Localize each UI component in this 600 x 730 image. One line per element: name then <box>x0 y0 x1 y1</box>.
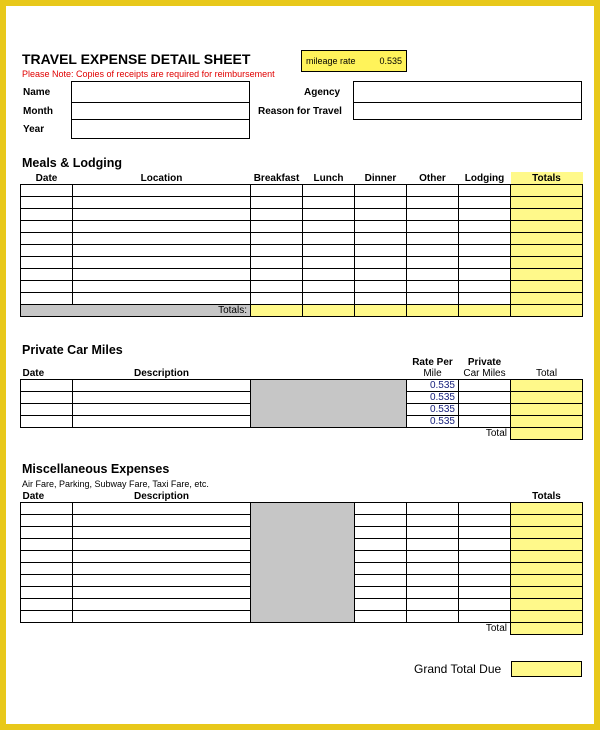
meals-cell[interactable] <box>303 268 355 280</box>
misc-h-blank <box>251 490 355 502</box>
car-header-row <box>21 357 583 380</box>
misc-cell[interactable] <box>407 598 459 610</box>
car-total-cell[interactable] <box>511 392 583 404</box>
meals-h-breakfast: Breakfast <box>251 172 303 184</box>
meals-cell[interactable] <box>73 244 251 256</box>
meals-cell[interactable] <box>459 280 511 292</box>
misc-table <box>20 490 583 635</box>
car-miles-cell[interactable] <box>459 416 511 428</box>
meals-cell[interactable] <box>407 292 459 304</box>
car-miles-cell[interactable] <box>459 404 511 416</box>
meals-cell[interactable] <box>251 208 303 220</box>
meals-totals-row <box>21 304 583 316</box>
agency-field[interactable] <box>353 81 582 103</box>
misc-cell[interactable] <box>459 502 511 514</box>
meals-cell[interactable] <box>21 292 73 304</box>
name-field[interactable] <box>71 81 250 103</box>
name-label: Name <box>23 87 51 98</box>
meals-cell[interactable] <box>251 280 303 292</box>
car-rate-cell: 0.535 <box>407 404 459 416</box>
meals-total-cell[interactable] <box>303 304 355 316</box>
misc-cell[interactable] <box>73 550 251 562</box>
car-total-cell[interactable] <box>511 380 583 392</box>
meals-cell[interactable] <box>73 220 251 232</box>
meals-rows <box>21 184 583 304</box>
meals-h-other: Other <box>407 172 459 184</box>
car-miles-cell[interactable] <box>459 380 511 392</box>
misc-cell[interactable] <box>407 550 459 562</box>
meals-cell[interactable] <box>355 268 407 280</box>
meals-row <box>21 208 583 220</box>
misc-cell[interactable] <box>73 610 251 622</box>
meals-row <box>21 256 583 268</box>
misc-row-total-cell[interactable] <box>511 586 583 598</box>
misc-cell[interactable] <box>407 562 459 574</box>
misc-cell[interactable] <box>21 586 73 598</box>
meals-cell[interactable] <box>21 232 73 244</box>
misc-cell[interactable] <box>21 514 73 526</box>
meals-cell[interactable] <box>459 196 511 208</box>
misc-cell[interactable] <box>459 574 511 586</box>
misc-cell[interactable] <box>407 586 459 598</box>
year-field[interactable] <box>71 119 250 139</box>
car-miles-cell[interactable] <box>459 392 511 404</box>
meals-row-total-cell[interactable] <box>511 280 583 292</box>
misc-row-total-cell[interactable] <box>511 502 583 514</box>
meals-cell[interactable] <box>459 208 511 220</box>
meals-cell[interactable] <box>459 292 511 304</box>
car-total-label: Total <box>485 428 507 440</box>
meals-cell[interactable] <box>21 220 73 232</box>
misc-row-total-cell[interactable] <box>511 550 583 562</box>
meals-cell[interactable] <box>251 244 303 256</box>
meals-cell[interactable] <box>303 256 355 268</box>
mileage-rate-value: 0.535 <box>379 56 402 66</box>
misc-cell[interactable] <box>459 610 511 622</box>
meals-total-cell[interactable] <box>355 304 407 316</box>
meals-cell[interactable] <box>73 256 251 268</box>
misc-h-blank <box>407 490 459 502</box>
meals-cell[interactable] <box>303 196 355 208</box>
meals-cell[interactable] <box>303 184 355 196</box>
car-h-rate <box>407 357 459 380</box>
meals-total-cell[interactable] <box>459 304 511 316</box>
misc-cell[interactable] <box>73 574 251 586</box>
meals-cell[interactable] <box>303 280 355 292</box>
misc-row-total-cell[interactable] <box>511 562 583 574</box>
meals-cell[interactable] <box>355 256 407 268</box>
car-row <box>21 380 583 392</box>
misc-cell[interactable] <box>355 562 407 574</box>
car-desc-cell[interactable] <box>73 392 251 404</box>
misc-cell[interactable] <box>355 526 407 538</box>
meals-row-total-cell[interactable] <box>511 208 583 220</box>
meals-total-cell[interactable] <box>511 304 583 316</box>
car-gray-block <box>251 380 407 428</box>
misc-cell[interactable] <box>73 562 251 574</box>
meals-cell[interactable] <box>355 208 407 220</box>
meals-cell[interactable] <box>21 280 73 292</box>
expense-sheet <box>6 6 594 724</box>
car-total-cell[interactable] <box>511 404 583 416</box>
misc-cell[interactable] <box>459 538 511 550</box>
meals-cell[interactable] <box>459 184 511 196</box>
meals-cell[interactable] <box>459 244 511 256</box>
misc-cell[interactable] <box>459 550 511 562</box>
misc-row-total-cell[interactable] <box>511 526 583 538</box>
meals-cell[interactable] <box>73 268 251 280</box>
meals-row-total-cell[interactable] <box>511 268 583 280</box>
misc-cell[interactable] <box>21 538 73 550</box>
meals-cell[interactable] <box>459 232 511 244</box>
car-date-cell[interactable] <box>21 404 73 416</box>
meals-cell[interactable] <box>355 196 407 208</box>
month-label: Month <box>23 106 53 117</box>
misc-subtitle: Air Fare, Parking, Subway Fare, Taxi Fare, etc. <box>22 479 209 489</box>
misc-row-total-cell[interactable] <box>511 598 583 610</box>
misc-cell[interactable] <box>73 586 251 598</box>
meals-cell[interactable] <box>251 268 303 280</box>
meals-cell[interactable] <box>355 232 407 244</box>
misc-cell[interactable] <box>73 598 251 610</box>
misc-cell[interactable] <box>21 502 73 514</box>
misc-row-total-cell[interactable] <box>511 538 583 550</box>
car-table <box>20 357 583 440</box>
misc-row-total-cell[interactable] <box>511 514 583 526</box>
misc-cell[interactable] <box>21 574 73 586</box>
misc-cell[interactable] <box>355 610 407 622</box>
reason-field[interactable] <box>353 102 582 120</box>
meals-row <box>21 184 583 196</box>
meals-header-row <box>21 172 583 184</box>
meals-cell[interactable] <box>73 280 251 292</box>
meals-h-lodging: Lodging <box>459 172 511 184</box>
car-date-cell[interactable] <box>21 380 73 392</box>
misc-total-row <box>21 622 583 634</box>
meals-row <box>21 244 583 256</box>
meals-total-cell[interactable] <box>251 304 303 316</box>
misc-cell[interactable] <box>459 586 511 598</box>
meals-cell[interactable] <box>355 220 407 232</box>
meals-row <box>21 232 583 244</box>
meals-cell[interactable] <box>303 208 355 220</box>
car-h-rate-line1: Rate Per <box>412 357 453 368</box>
meals-cell[interactable] <box>355 184 407 196</box>
misc-cell[interactable] <box>73 502 251 514</box>
misc-total-label: Total <box>485 622 507 634</box>
meals-cell[interactable] <box>73 196 251 208</box>
meals-cell[interactable] <box>407 208 459 220</box>
meals-cell[interactable] <box>251 196 303 208</box>
car-h-miles-line2: Car Miles <box>463 368 506 379</box>
meals-row <box>21 280 583 292</box>
meals-row-total-cell[interactable] <box>511 196 583 208</box>
misc-cell[interactable] <box>407 538 459 550</box>
misc-title: Miscellaneous Expenses <box>22 462 170 476</box>
misc-cell[interactable] <box>21 526 73 538</box>
meals-row <box>21 220 583 232</box>
misc-h-description: Description <box>73 490 251 502</box>
misc-cell[interactable] <box>21 610 73 622</box>
misc-cell[interactable] <box>459 598 511 610</box>
receipt-note: Please Note: Copies of receipts are required for reimbursement <box>22 69 275 79</box>
grand-total-label: Grand Total Due <box>414 662 502 676</box>
meals-h-dinner: Dinner <box>355 172 407 184</box>
meals-cell[interactable] <box>355 244 407 256</box>
misc-rows <box>21 502 583 622</box>
meals-row-total-cell[interactable] <box>511 220 583 232</box>
meals-cell[interactable] <box>407 256 459 268</box>
car-h-miles <box>459 357 511 380</box>
meals-cell[interactable] <box>251 256 303 268</box>
misc-h-blank <box>355 490 407 502</box>
car-h-date: Date <box>21 357 73 380</box>
mileage-rate-box <box>301 50 407 72</box>
meals-cell[interactable] <box>355 280 407 292</box>
meals-cell[interactable] <box>407 268 459 280</box>
meals-cell[interactable] <box>21 208 73 220</box>
car-h-total: Total <box>511 357 583 380</box>
misc-cell[interactable] <box>407 574 459 586</box>
misc-cell[interactable] <box>407 502 459 514</box>
meals-total-cell[interactable] <box>407 304 459 316</box>
car-h-miles-line1: Private <box>467 357 502 368</box>
meals-cell[interactable] <box>407 244 459 256</box>
meals-row-total-cell[interactable] <box>511 256 583 268</box>
meals-cell[interactable] <box>21 268 73 280</box>
misc-cell[interactable] <box>21 598 73 610</box>
misc-row-total-cell[interactable] <box>511 574 583 586</box>
misc-cell[interactable] <box>355 586 407 598</box>
meals-row <box>21 292 583 304</box>
reason-label: Reason for Travel <box>258 106 342 117</box>
car-grand-total-cell[interactable] <box>511 428 583 440</box>
mileage-rate-label: mileage rate <box>306 56 356 66</box>
misc-cell[interactable] <box>407 514 459 526</box>
meals-cell[interactable] <box>251 220 303 232</box>
sheet-title: TRAVEL EXPENSE DETAIL SHEET <box>22 51 251 67</box>
misc-cell[interactable] <box>407 526 459 538</box>
meals-cell[interactable] <box>303 244 355 256</box>
meals-cell[interactable] <box>73 184 251 196</box>
meals-cell[interactable] <box>407 232 459 244</box>
meals-cell[interactable] <box>21 244 73 256</box>
misc-cell[interactable] <box>355 502 407 514</box>
meals-row <box>21 196 583 208</box>
meals-cell[interactable] <box>21 256 73 268</box>
meals-cell[interactable] <box>407 280 459 292</box>
misc-cell[interactable] <box>459 526 511 538</box>
car-h-blank <box>251 357 407 380</box>
car-total-row <box>21 428 583 440</box>
meals-cell[interactable] <box>73 292 251 304</box>
misc-cell[interactable] <box>21 550 73 562</box>
misc-grand-total-cell[interactable] <box>511 622 583 634</box>
meals-row <box>21 268 583 280</box>
agency-label: Agency <box>304 87 341 98</box>
meals-cell[interactable] <box>407 220 459 232</box>
car-desc-cell[interactable] <box>73 404 251 416</box>
misc-cell[interactable] <box>73 538 251 550</box>
meals-cell[interactable] <box>251 184 303 196</box>
meals-row-total-cell[interactable] <box>511 292 583 304</box>
meals-h-totals: Totals <box>511 172 583 184</box>
grand-total-field[interactable] <box>511 661 582 677</box>
car-rate-cell: 0.535 <box>407 392 459 404</box>
meals-cell[interactable] <box>459 268 511 280</box>
misc-cell[interactable] <box>21 562 73 574</box>
misc-cell[interactable] <box>355 550 407 562</box>
meals-cell[interactable] <box>303 220 355 232</box>
meals-cell[interactable] <box>355 292 407 304</box>
meals-h-lunch: Lunch <box>303 172 355 184</box>
misc-cell[interactable] <box>355 538 407 550</box>
misc-cell[interactable] <box>355 598 407 610</box>
meals-cell[interactable] <box>73 208 251 220</box>
misc-cell[interactable] <box>355 574 407 586</box>
car-desc-cell[interactable] <box>73 416 251 428</box>
misc-cell[interactable] <box>459 514 511 526</box>
car-h-rate-line2: Mile <box>423 368 442 379</box>
meals-table <box>20 172 583 317</box>
meals-cell[interactable] <box>251 292 303 304</box>
meals-cell[interactable] <box>303 292 355 304</box>
meals-cell[interactable] <box>73 232 251 244</box>
meals-row-total-cell[interactable] <box>511 244 583 256</box>
meals-cell[interactable] <box>459 220 511 232</box>
car-rate-cell: 0.535 <box>407 416 459 428</box>
meals-cell[interactable] <box>459 256 511 268</box>
meals-cell[interactable] <box>303 232 355 244</box>
misc-cell[interactable] <box>73 514 251 526</box>
car-date-cell[interactable] <box>21 392 73 404</box>
meals-row-total-cell[interactable] <box>511 184 583 196</box>
meals-cell[interactable] <box>407 184 459 196</box>
meals-cell[interactable] <box>21 196 73 208</box>
meals-cell[interactable] <box>251 232 303 244</box>
misc-h-totals: Totals <box>511 490 583 502</box>
car-total-cell[interactable] <box>511 416 583 428</box>
meals-cell[interactable] <box>21 184 73 196</box>
misc-cell[interactable] <box>407 610 459 622</box>
misc-cell[interactable] <box>459 562 511 574</box>
meals-totals-label: Totals: <box>21 304 251 316</box>
car-date-cell[interactable] <box>21 416 73 428</box>
misc-h-date: Date <box>21 490 73 502</box>
meals-title: Meals & Lodging <box>22 156 122 170</box>
misc-h-blank <box>459 490 511 502</box>
meals-cell[interactable] <box>407 196 459 208</box>
misc-row <box>21 502 583 514</box>
car-h-description: Description <box>73 357 251 380</box>
meals-h-date: Date <box>21 172 73 184</box>
meals-h-location: Location <box>73 172 251 184</box>
misc-cell[interactable] <box>355 514 407 526</box>
misc-gray-block <box>251 502 355 622</box>
month-field[interactable] <box>71 102 250 120</box>
meals-row-total-cell[interactable] <box>511 232 583 244</box>
car-title: Private Car Miles <box>22 343 123 357</box>
car-rate-cell: 0.535 <box>407 380 459 392</box>
car-desc-cell[interactable] <box>73 380 251 392</box>
misc-header-row <box>21 490 583 502</box>
year-label: Year <box>23 124 45 135</box>
misc-row-total-cell[interactable] <box>511 610 583 622</box>
misc-cell[interactable] <box>73 526 251 538</box>
